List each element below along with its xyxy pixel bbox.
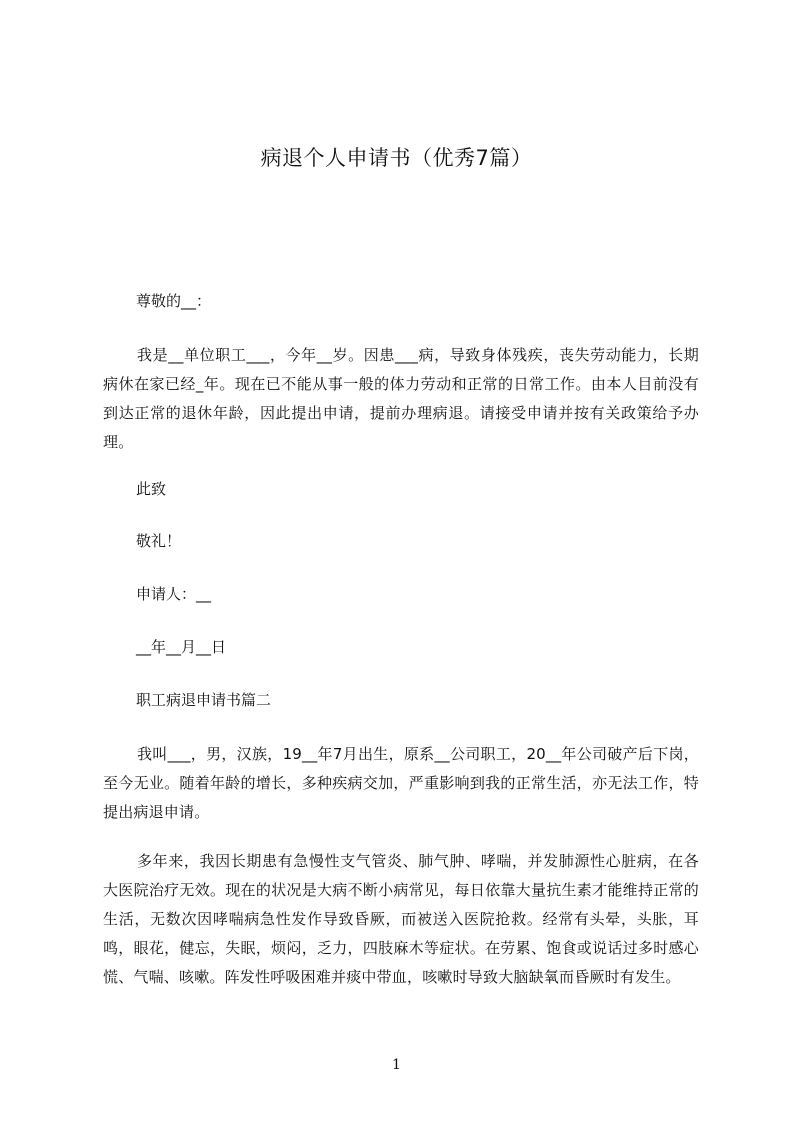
date-line: __年__月__日 [136, 638, 227, 656]
closing-line-2: 敬礼！ [136, 532, 182, 550]
document-title: 病退个人申请书（优秀7篇） [260, 146, 533, 170]
closing-line-1: 此致 [136, 480, 167, 498]
body-paragraph-3: 多年来，我因长期患有急慢性支气管炎、肺气肿、哮喘，并发肺源性心脏病，在各大医院治疗无效。现在的状况是大病不断小病常见，每日依靠大量抗生素才能维持正常的生活，无数次因哮喘病急性发作导致昏厥，而被送入医院抢救。经常有头晕，头胀，耳鸣，眼花，健忘，失眠，烦闷，乏力，四肢麻木等症状。在劳累、饱食或说话过多时感心慌、气喘、咳嗽。阵发性呼吸困难并痰中带血，咳嗽时导致大脑缺氧而昏厥时有发生。 [103, 852, 699, 986]
page-number: 1 [392, 1057, 401, 1073]
section-heading: 职工病退申请书篇二 [136, 691, 272, 709]
body-paragraph-1: 我是__单位职工___，今年__岁。因患___病，导致身体残疾，丧失劳动能力，长期病休在家已经_年。现在已不能从事一般的体力劳动和正常的日常工作。由本人目前没有到达正常的退休年龄，因此提出申请，提前办理病退。请接受申请并按有关政策给予办理。 [103, 346, 699, 451]
salutation: 尊敬的__： [136, 292, 212, 310]
body-paragraph-2: 我叫___，男，汉族，19__年7月出生，原系__公司职工，20__年公司破产后下岗，至今无业。随着年龄的增长，多种疾病交加，严重影响到我的正常生活，亦无法工作，特提出病退申请。 [103, 745, 699, 821]
applicant-line: 申请人：__ [136, 585, 212, 603]
